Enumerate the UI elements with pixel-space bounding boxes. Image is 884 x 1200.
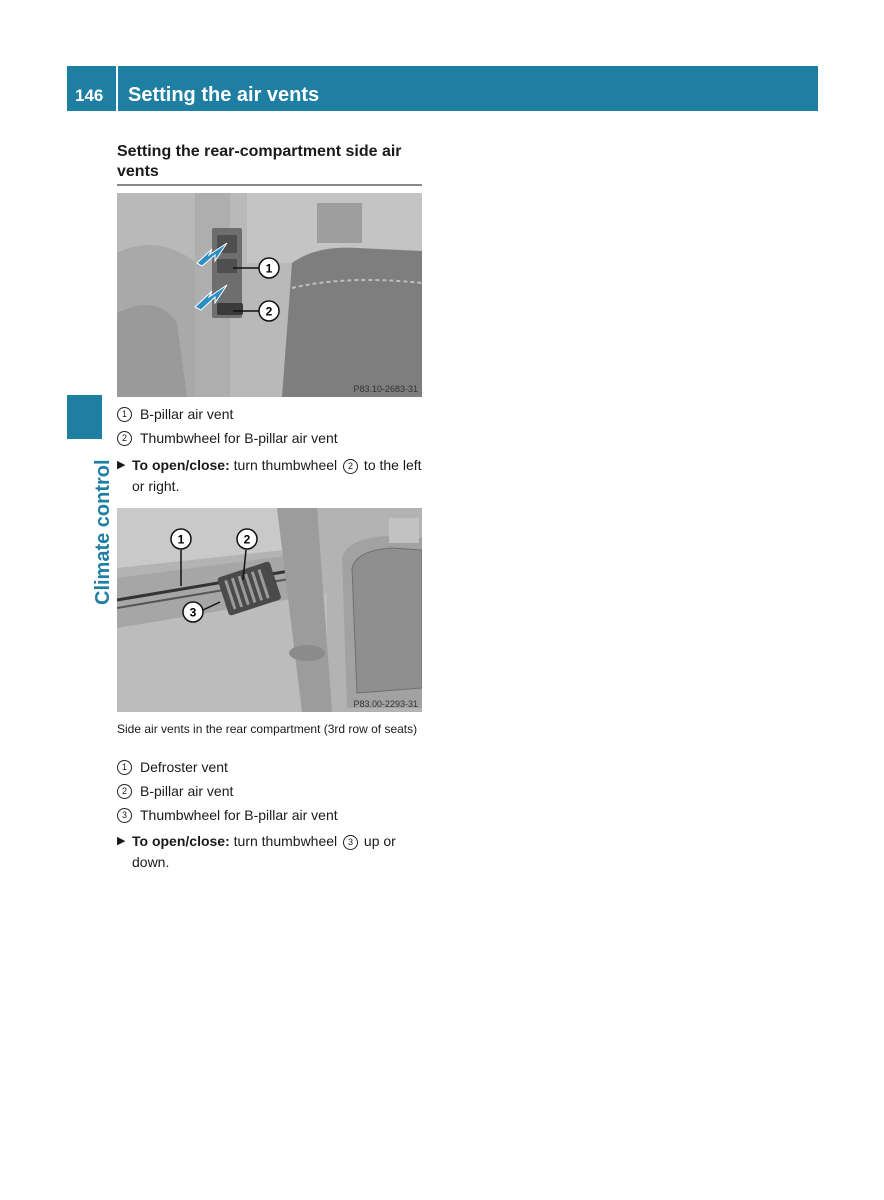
legend-number: 1 xyxy=(117,407,132,422)
figure1-callout-2-label: 2 xyxy=(265,304,273,319)
page-number: 146 xyxy=(75,86,104,105)
instruction-label: To open/close: xyxy=(132,833,230,849)
figure2-callout-1-label: 1 xyxy=(177,532,185,547)
instruction-ref-number: 3 xyxy=(343,835,358,850)
figure-caption: Side air vents in the rear compartment (3rd row of seats) xyxy=(117,722,418,736)
side-tab-label: Climate control xyxy=(92,459,114,605)
instruction-ref-number: 2 xyxy=(343,459,358,474)
instruction-step xyxy=(117,455,422,497)
instruction-text: turn thumbwheel xyxy=(229,457,338,473)
instruction-text-end: up or down. xyxy=(132,833,396,870)
figure1-code: P83.10-2683-31 xyxy=(353,384,418,394)
side-tab-marker xyxy=(67,395,102,439)
instruction-label: To open/close: xyxy=(132,457,230,473)
legend-item xyxy=(117,405,233,423)
figure2-callout-3-label: 3 xyxy=(189,605,197,620)
step-arrow-icon: ▶ xyxy=(117,835,126,847)
figure-rear-side-vents xyxy=(117,508,422,712)
legend-text: Defroster vent xyxy=(140,759,228,775)
figure1-callout-1-label: 1 xyxy=(265,261,273,276)
page-title: Setting the air vents xyxy=(128,84,320,106)
legend-text: B-pillar air vent xyxy=(140,783,234,799)
figure2-callout-2-label: 2 xyxy=(243,532,251,547)
legend-item xyxy=(117,782,233,800)
legend-text: Thumbwheel for B-pillar air vent xyxy=(140,430,338,446)
instruction-step xyxy=(117,831,422,873)
legend-item xyxy=(117,429,338,447)
step-arrow-icon: ▶ xyxy=(117,459,126,471)
legend-text: Thumbwheel for B-pillar air vent xyxy=(140,807,338,823)
figure-b-pillar-vent xyxy=(117,193,422,397)
section-heading: Setting the rear-compartment side air vents xyxy=(117,143,402,180)
legend-number: 2 xyxy=(117,784,132,799)
legend-number: 3 xyxy=(117,808,132,823)
legend-text: B-pillar air vent xyxy=(140,406,234,422)
legend-number: 1 xyxy=(117,760,132,775)
legend-item xyxy=(117,758,228,776)
legend-item xyxy=(117,806,338,824)
legend-number: 2 xyxy=(117,431,132,446)
instruction-text: turn thumbwheel xyxy=(229,833,338,849)
heading-rule xyxy=(117,184,422,186)
figure2-code: P83.00-2293-31 xyxy=(353,699,418,709)
instruction-text-end: to the left or right. xyxy=(132,457,422,494)
